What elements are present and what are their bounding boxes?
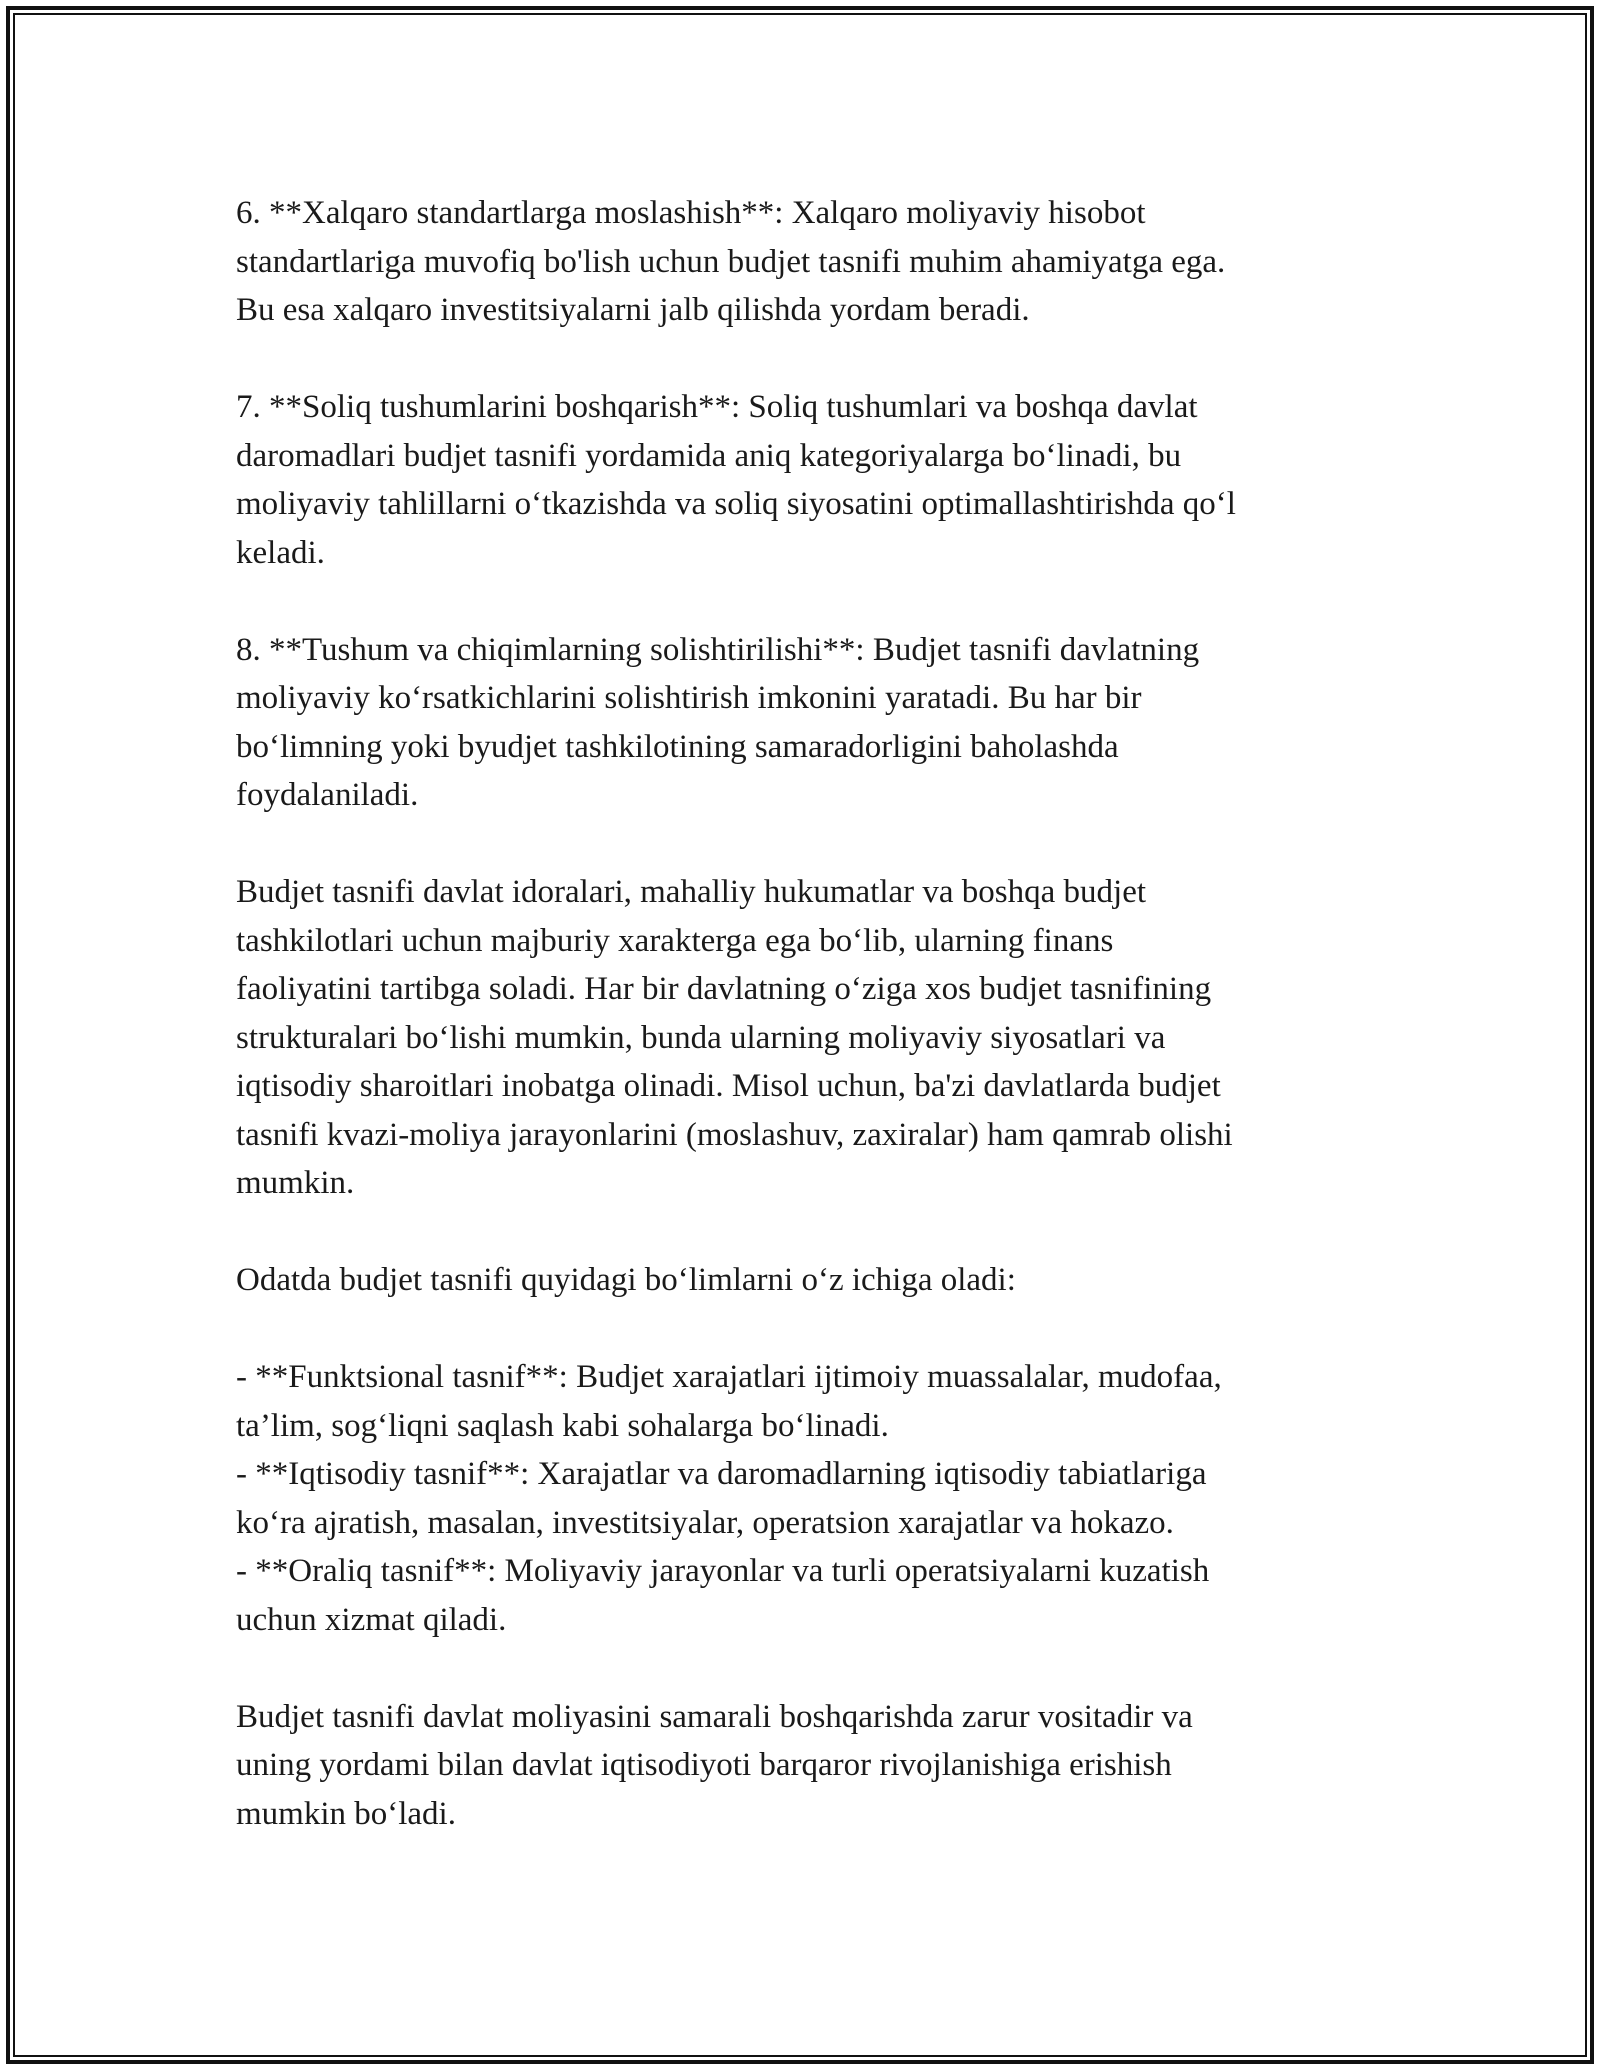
paragraph-item-7: 7. **Soliq tushumlarini boshqarish**: Soliq tushumlari va boshqa davlat daromadlari budjet tasnifi yordamida aniq kategoriyalarga bo‘linadi, bu moliyaviy tahlillarni o‘tkazishda va soliq siyosatini optimallashtirishda qo‘l keladi. <box>236 389 1236 571</box>
paragraph-sections-intro: Odatda budjet tasnifi quyidagi bo‘limlarni o‘z ichiga oladi: <box>236 1262 1016 1298</box>
paragraph-budget-classification: Budjet tasnifi davlat idoralari, mahalliy hukumatlar va boshqa budjet tashkilotlari uchun majburiy xarakterga ega bo‘lib, ularning finans faoliyatini tartibga soladi. Har bir davlatning o‘ziga xos budjet tasnifining strukturalari bo‘lishi mumkin, bunda ularning moliyaviy siyosatlari va iqtisodiy sharoitlari inobatga olinadi. Misol uchun, ba'zi davlatlarda budjet tasnifi kvazi-moliya jarayonlarini (moslashuv, zaxiralar) ham qamrab olishi mumkin. <box>236 874 1233 1201</box>
classification-types-list: - **Funktsional tasnif**: Budjet xarajatlari ijtimoiy muassalalar, mudofaa, ta’lim, sog‘liqni saqlash kabi sohalarga bo‘linadi. - **Iqtisodiy tasnif**: Xarajatlar va daromadlarning iqtisodiy tabiatlariga ko‘ra ajratish, masalan, investitsiyalar, operatsion xarajatlar va hokazo. - **Oraliq tasnif**: Moliyaviy jarayonlar va turli operatsiyalarni kuzatish uchun xizmat qiladi. <box>236 1359 1222 1638</box>
paragraph-conclusion: Budjet tasnifi davlat moliyasini samarali boshqarishda zarur vositadir va uning yordami bilan davlat iqtisodiyoti barqaror rivojlanishiga erishish mumkin bo‘ladi. <box>236 1698 1193 1832</box>
document-body <box>236 189 1366 1838</box>
paragraph-item-8: 8. **Tushum va chiqimlarning solishtirilishi**: Budjet tasnifi davlatning moliyaviy ko‘rsatkichlarini solishtirish imkonini yaratadi. Bu har bir bo‘limning yoki byudjet tashkilotining samaradorligini baholashda foydalaniladi. <box>236 631 1200 813</box>
paragraph-item-6: 6. **Xalqaro standartlarga moslashish**: Xalqaro moliyaviy hisobot standartlariga muvofiq bo'lish uchun budjet tasnifi muhim ahamiyatga ega. Bu esa xalqaro investitsiyalarni jalb qilishda yordam beradi. <box>236 195 1226 328</box>
